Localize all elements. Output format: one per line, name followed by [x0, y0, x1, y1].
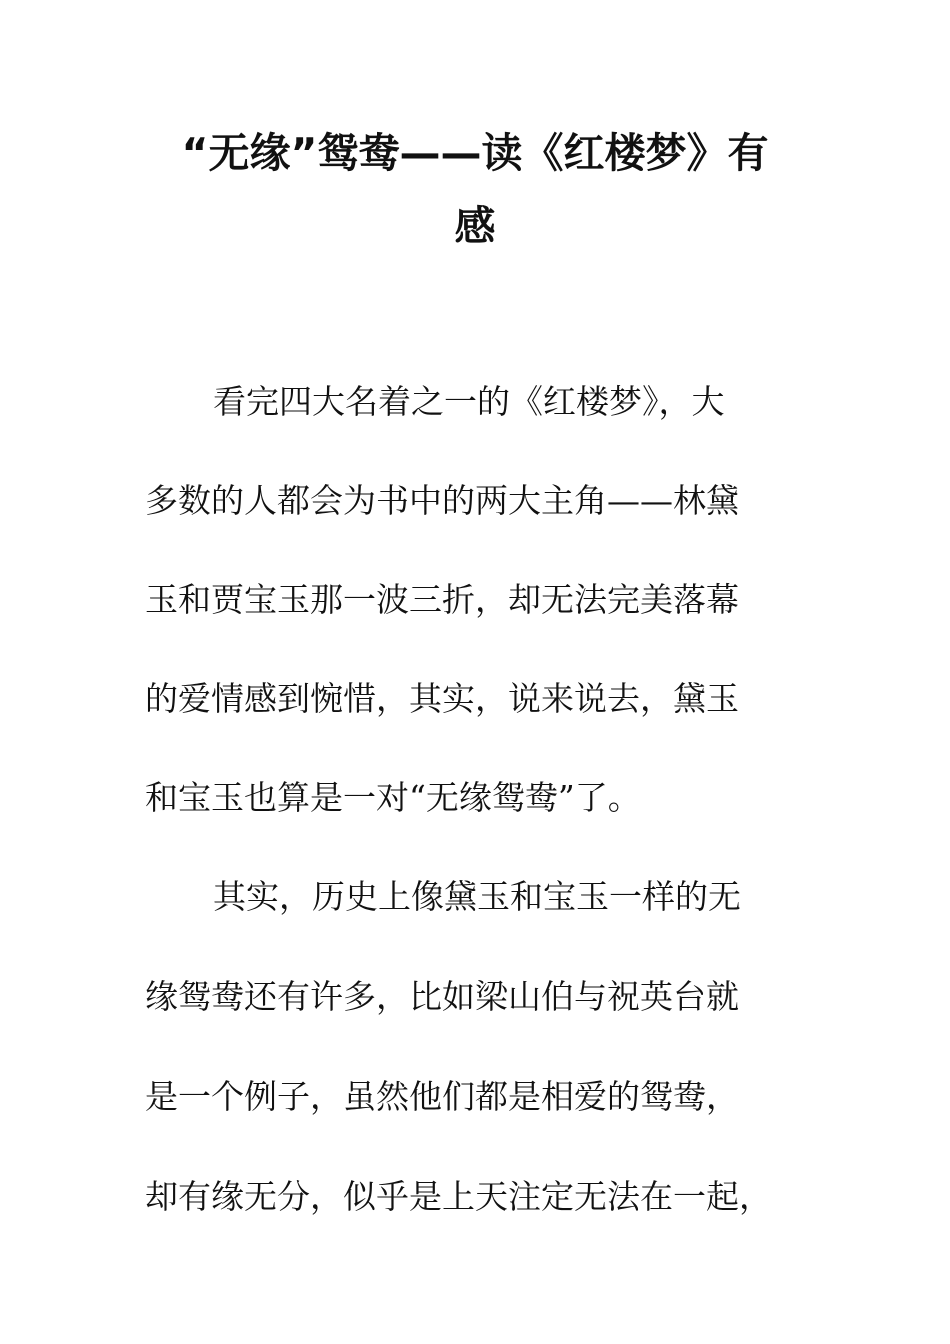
title-line-2: 感 [454, 202, 496, 250]
paragraph-1-line-2: 多数的人都会为书中的两大主角——林黛 [145, 481, 739, 520]
paragraph-2-line-4: 却有缘无分，似乎是上天注定无法在一起， [145, 1177, 772, 1216]
paragraph-2-line-2: 缘鸳鸯还有许多，比如梁山伯与祝英台就 [145, 977, 739, 1016]
paragraph-2-line-3: 是一个例子，虽然他们都是相爱的鸳鸯， [145, 1077, 739, 1116]
paragraph-1-line-4: 的爱情感到惋惜，其实，说来说去，黛玉 [145, 679, 739, 718]
title-line-1: “无缘”鸳鸯——读《红楼梦》有 [181, 129, 769, 177]
paragraph-2-line-1: 其实，历史上像黛玉和宝玉一样的无 [213, 877, 741, 916]
paragraph-1-line-5: 和宝玉也算是一对“无缘鸳鸯”了。 [145, 778, 641, 817]
paragraph-1-line-3: 玉和贾宝玉那一波三折，却无法完美落幕 [145, 580, 739, 619]
paragraph-1-line-1: 看完四大名着之一的《红楼梦》，大 [213, 382, 725, 421]
